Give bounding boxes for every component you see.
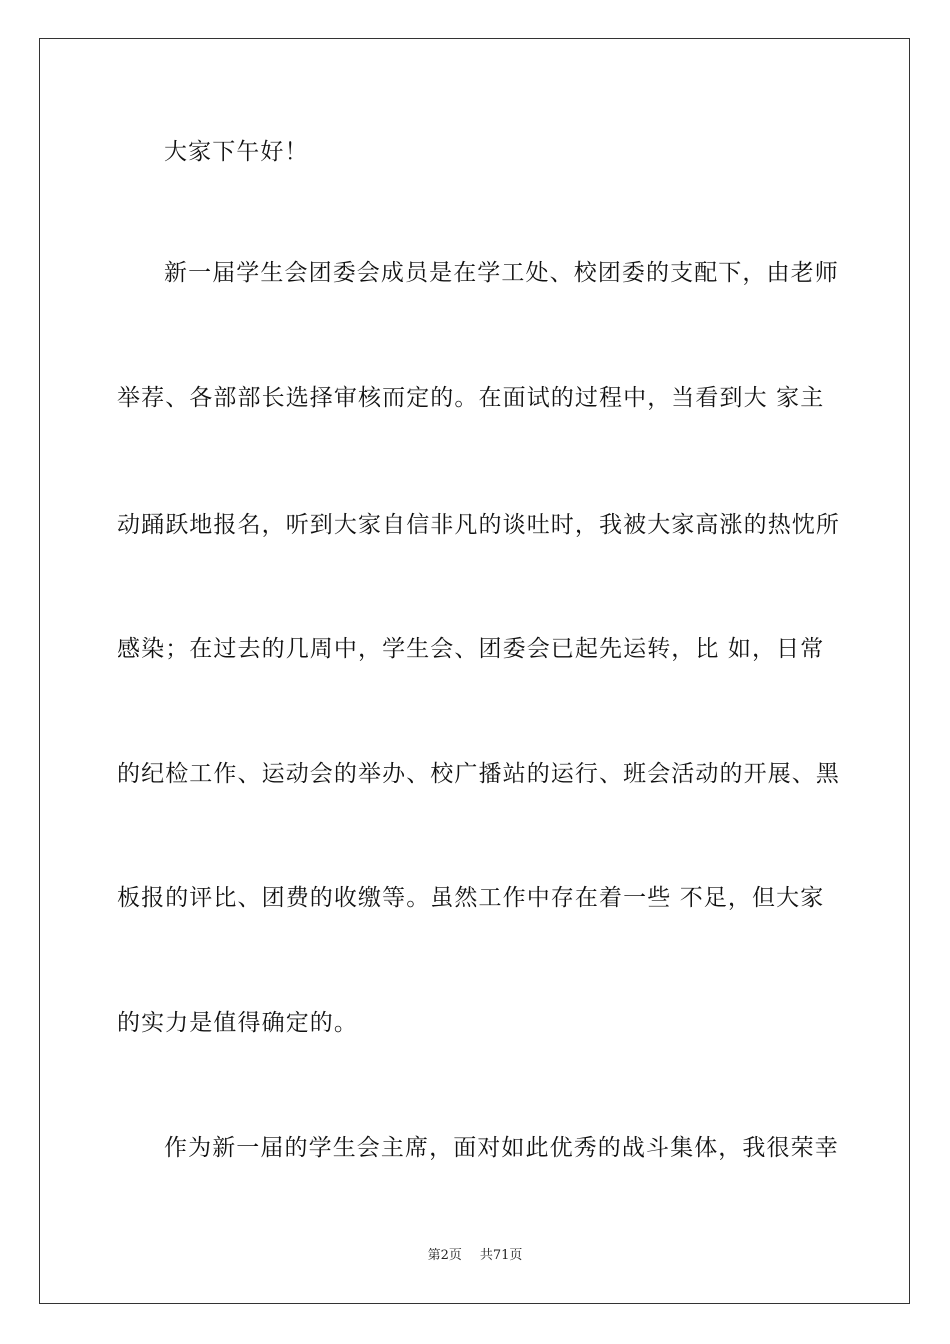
text-line: 举荐、各部部长选择审核而定的。在面试的过程中，当看到大 家主	[117, 385, 825, 411]
page-number: 第2页	[427, 1248, 462, 1263]
page-footer	[0, 1247, 950, 1265]
text-line: 的纪检工作、运动会的举办、校广播站的运行、班会活动的开展、黑	[117, 761, 840, 787]
text-line: 新一届学生会团委会成员是在学工处、校团委的支配下，由老师	[164, 260, 839, 286]
text-line: 动踊跃地报名，听到大家自信非凡的谈吐时，我被大家高涨的热忱所	[117, 512, 840, 538]
text-line: 作为新一届的学生会主席，面对如此优秀的战斗集体，我很荣幸	[164, 1135, 839, 1161]
page-frame	[39, 38, 910, 1304]
text-line: 感染；在过去的几周中，学生会、团委会已起先运转，比 如，日常	[117, 636, 825, 662]
page-total: 共71页	[479, 1248, 523, 1263]
text-line: 板报的评比、团费的收缴等。虽然工作中存在着一些 不足，但大家	[117, 885, 825, 911]
text-line-greeting: 大家下午好！	[164, 139, 309, 165]
text-line: 的实力是值得确定的。	[117, 1010, 358, 1036]
